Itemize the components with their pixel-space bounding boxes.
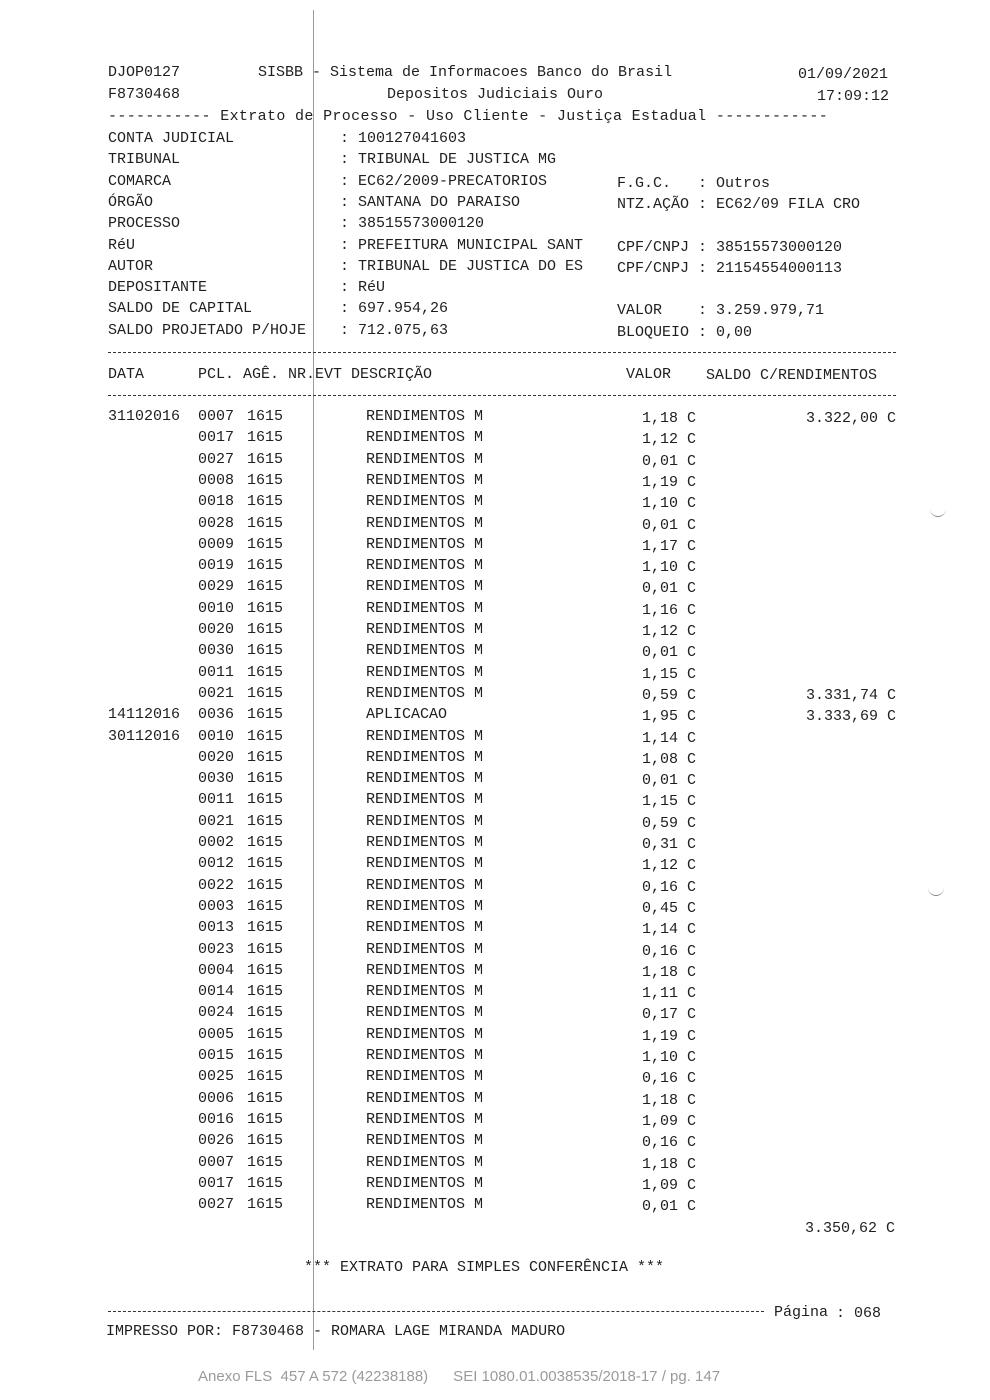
row-description: RENDIMENTOS M xyxy=(366,1025,484,1043)
row-agency: 1615 xyxy=(247,983,284,1001)
row-agency: 1615 xyxy=(247,876,284,894)
row-description: RENDIMENTOS M xyxy=(366,684,484,702)
conference-notice: *** EXTRATO PARA SIMPLES CONFERÊNCIA *** xyxy=(304,1259,665,1276)
row-pcl: 0008 xyxy=(198,471,235,489)
row-pcl: 0018 xyxy=(198,493,235,511)
row-value: 0,01 C xyxy=(641,516,696,534)
row-description: RENDIMENTOS M xyxy=(366,578,484,596)
paper-fold-line xyxy=(313,10,314,1350)
row-value: 0,01 C xyxy=(641,452,696,470)
row-description: RENDIMENTOS M xyxy=(366,514,484,532)
row-value: 0,01 C xyxy=(641,644,696,662)
row-agency: 1615 xyxy=(247,706,284,724)
row-value: 1,18 C xyxy=(641,963,696,981)
row-pcl: 0010 xyxy=(198,599,235,617)
row-agency: 1615 xyxy=(247,1089,284,1107)
field-label-saldo-projetado: SALDO PROJETADO P/HOJE xyxy=(108,321,307,339)
row-agency: 1615 xyxy=(247,621,284,638)
row-description: RENDIMENTOS M xyxy=(366,1047,484,1064)
row-description: RENDIMENTOS M xyxy=(366,748,484,766)
row-description: RENDIMENTOS M xyxy=(366,812,484,830)
row-value: 1,08 C xyxy=(641,750,696,768)
field-label-orgao: ÓRGÃO xyxy=(108,193,154,211)
row-pcl: 0007 xyxy=(198,1153,235,1171)
page-label: Página xyxy=(774,1304,829,1321)
row-agency: 1615 xyxy=(247,493,284,511)
row-value: 1,10 C xyxy=(641,559,696,577)
row-date: 30112016 xyxy=(108,727,181,745)
row-pcl: 0002 xyxy=(198,834,235,851)
col-header-value: VALOR xyxy=(626,366,672,383)
row-value: 0,17 C xyxy=(641,1006,696,1024)
field-label-conta-judicial: CONTA JUDICIAL xyxy=(108,130,235,147)
row-agency: 1615 xyxy=(247,408,284,425)
row-balance: 3.322,00 C xyxy=(805,410,896,427)
col-header-pcl-desc: PCL. AGÊ. NR.EVT DESCRIÇÃO xyxy=(198,366,433,383)
row-description: RENDIMENTOS M xyxy=(366,450,484,468)
row-pcl: 0005 xyxy=(198,1025,235,1043)
row-agency: 1615 xyxy=(247,812,284,830)
field-extra-saldo-capital: VALOR : 3.259.979,71 xyxy=(617,302,825,320)
row-pcl: 0009 xyxy=(198,535,235,553)
field-extra-saldo-projetado: BLOQUEIO : 0,00 xyxy=(617,323,753,341)
row-description: RENDIMENTOS M xyxy=(366,727,484,745)
system-code: DJOP0127 xyxy=(108,64,181,81)
field-extra-reu: CPF/CNPJ : 38515573000120 xyxy=(617,238,843,256)
row-value: 1,19 C xyxy=(641,1027,696,1045)
row-value: 1,12 C xyxy=(641,623,696,640)
col-header-balance: SALDO C/RENDIMENTOS xyxy=(706,367,878,384)
row-pcl: 0013 xyxy=(198,919,235,937)
field-value-reu: : PREFEITURA MUNICIPAL SANT xyxy=(340,236,584,254)
row-value: 0,31 C xyxy=(641,836,696,853)
row-pcl: 0012 xyxy=(198,855,235,873)
row-description: RENDIMENTOS M xyxy=(366,791,484,809)
row-value: 1,10 C xyxy=(641,495,696,513)
row-value: 1,09 C xyxy=(641,1112,696,1130)
field-value-depositante: : RéU xyxy=(340,279,386,297)
annex-stamp: Anexo FLS 457 A 572 (42238188) SEI 1080.01.0038535/2018-17 / pg. 147 xyxy=(198,1368,721,1385)
subsystem-name: Depositos Judiciais Ouro xyxy=(387,86,604,103)
row-value: 1,09 C xyxy=(641,1176,696,1194)
row-value: 0,16 C xyxy=(641,942,696,960)
row-pcl: 0024 xyxy=(198,1004,235,1022)
statement-title: ----------- Extrato de Processo - Uso Cliente - Justiça Estadual ------------ xyxy=(108,108,829,125)
row-pcl: 0014 xyxy=(198,983,235,1001)
row-value: 1,15 C xyxy=(641,793,696,811)
row-value: 0,01 C xyxy=(641,580,696,598)
field-value-comarca: : EC62/2009-PRECATORIOS xyxy=(340,172,548,190)
row-pcl: 0011 xyxy=(198,791,235,809)
row-agency: 1615 xyxy=(247,727,284,745)
row-description: RENDIMENTOS M xyxy=(366,429,484,447)
row-agency: 1615 xyxy=(247,855,284,873)
row-description: RENDIMENTOS M xyxy=(366,1089,484,1107)
scan-mark xyxy=(930,508,946,517)
row-date: 14112016 xyxy=(108,706,181,724)
field-label-processo: PROCESSO xyxy=(108,215,181,233)
user-code: F8730468 xyxy=(108,86,181,103)
row-agency: 1615 xyxy=(247,535,284,553)
row-agency: 1615 xyxy=(247,578,284,596)
row-description: RENDIMENTOS M xyxy=(366,493,484,511)
field-label-reu: RéU xyxy=(108,236,136,254)
row-pcl: 0021 xyxy=(198,812,235,830)
row-pcl: 0019 xyxy=(198,557,235,575)
final-balance: 3.350,62 C xyxy=(804,1220,895,1237)
field-label-saldo-capital: SALDO DE CAPITAL xyxy=(108,300,253,318)
row-description: RENDIMENTOS M xyxy=(366,1153,484,1171)
row-description: RENDIMENTOS M xyxy=(366,1110,484,1128)
row-value: 1,16 C xyxy=(641,601,696,619)
row-pcl: 0030 xyxy=(198,770,235,788)
row-description: RENDIMENTOS M xyxy=(366,642,484,660)
field-value-conta-judicial: : 100127041603 xyxy=(340,130,467,147)
row-description: RENDIMENTOS M xyxy=(366,535,484,553)
divider-footer xyxy=(108,1311,764,1312)
row-value: 1,12 C xyxy=(641,857,696,875)
row-value: 1,14 C xyxy=(641,921,696,939)
row-description: RENDIMENTOS M xyxy=(366,663,484,681)
row-pcl: 0026 xyxy=(198,1132,235,1150)
field-value-saldo-capital: : 697.954,26 xyxy=(340,300,449,318)
field-label-autor: AUTOR xyxy=(108,257,154,275)
row-value: 0,16 C xyxy=(641,1134,696,1152)
field-extra-autor: CPF/CNPJ : 21154554000113 xyxy=(617,259,843,277)
row-agency: 1615 xyxy=(247,1025,284,1043)
row-agency: 1615 xyxy=(247,684,284,702)
row-agency: 1615 xyxy=(247,897,284,915)
row-agency: 1615 xyxy=(247,1068,284,1086)
row-pcl: 0017 xyxy=(198,429,235,447)
field-value-autor: : TRIBUNAL DE JUSTICA DO ES xyxy=(340,257,584,275)
row-description: RENDIMENTOS M xyxy=(366,940,484,958)
row-value: 1,15 C xyxy=(641,665,696,683)
divider-top xyxy=(108,352,896,353)
row-pcl: 0003 xyxy=(198,897,235,915)
field-label-comarca: COMARCA xyxy=(108,172,172,190)
row-pcl: 0029 xyxy=(198,578,235,596)
row-description: RENDIMENTOS M xyxy=(366,1132,484,1150)
row-agency: 1615 xyxy=(247,642,284,660)
row-description: RENDIMENTOS M xyxy=(366,855,484,873)
row-agency: 1615 xyxy=(247,940,284,958)
row-agency: 1615 xyxy=(247,471,284,489)
row-pcl: 0015 xyxy=(198,1047,235,1064)
row-value: 0,59 C xyxy=(641,814,696,832)
row-description: RENDIMENTOS M xyxy=(366,897,484,915)
row-description: RENDIMENTOS M xyxy=(366,1196,484,1214)
row-description: RENDIMENTOS M xyxy=(366,599,484,617)
row-agency: 1615 xyxy=(247,834,284,851)
printed-by: IMPRESSO POR: F8730468 - ROMARA LAGE MIRANDA MADURO xyxy=(106,1323,566,1340)
row-agency: 1615 xyxy=(247,1153,284,1171)
row-description: RENDIMENTOS M xyxy=(366,983,484,1001)
row-value: 1,17 C xyxy=(641,537,696,555)
row-description: RENDIMENTOS M xyxy=(366,834,484,851)
row-value: 1,18 C xyxy=(641,1091,696,1109)
row-pcl: 0028 xyxy=(198,514,235,532)
row-value: 1,11 C xyxy=(641,985,696,1003)
row-description: RENDIMENTOS M xyxy=(366,621,484,638)
row-pcl: 0017 xyxy=(198,1174,235,1192)
row-pcl: 0010 xyxy=(198,727,235,745)
row-value: 1,14 C xyxy=(641,729,696,747)
row-agency: 1615 xyxy=(247,514,284,532)
row-description: RENDIMENTOS M xyxy=(366,471,484,489)
field-extra-comarca: F.G.C. : Outros xyxy=(617,174,771,192)
field-extra-orgao: NTZ.AÇÃO : EC62/09 FILA CRO xyxy=(617,195,861,213)
row-agency: 1615 xyxy=(247,1196,284,1214)
system-name: SISBB - Sistema de Informacoes Banco do Brasil xyxy=(258,64,673,81)
scan-mark xyxy=(928,887,944,896)
row-balance: 3.331,74 C xyxy=(805,686,896,704)
row-agency: 1615 xyxy=(247,961,284,979)
row-pcl: 0023 xyxy=(198,940,235,958)
row-agency: 1615 xyxy=(247,1110,284,1128)
row-value: 1,19 C xyxy=(641,473,696,491)
row-value: 0,16 C xyxy=(641,878,696,896)
row-pcl: 0004 xyxy=(198,961,235,979)
row-pcl: 0020 xyxy=(198,748,235,766)
row-agency: 1615 xyxy=(247,770,284,788)
row-agency: 1615 xyxy=(247,663,284,681)
row-pcl: 0021 xyxy=(198,684,235,702)
row-agency: 1615 xyxy=(247,1132,284,1150)
print-date: 01/09/2021 xyxy=(798,66,889,83)
row-description: RENDIMENTOS M xyxy=(366,1004,484,1022)
field-label-tribunal: TRIBUNAL xyxy=(108,151,181,169)
row-value: 1,18 C xyxy=(641,410,696,427)
row-description: RENDIMENTOS M xyxy=(366,770,484,788)
row-description: RENDIMENTOS M xyxy=(366,408,484,425)
row-pcl: 0036 xyxy=(198,706,235,724)
row-description: APLICACAO xyxy=(366,706,448,724)
row-description: RENDIMENTOS M xyxy=(366,1174,484,1192)
row-description: RENDIMENTOS M xyxy=(366,961,484,979)
print-time: 17:09:12 xyxy=(817,88,890,105)
row-agency: 1615 xyxy=(247,791,284,809)
row-pcl: 0027 xyxy=(198,1196,235,1214)
field-value-saldo-projetado: : 712.075,63 xyxy=(340,321,449,339)
row-value: 1,95 C xyxy=(641,708,696,726)
divider-header xyxy=(108,395,896,396)
field-value-tribunal: : TRIBUNAL DE JUSTICA MG xyxy=(340,151,557,169)
row-pcl: 0020 xyxy=(198,621,235,638)
row-agency: 1615 xyxy=(247,557,284,575)
row-description: RENDIMENTOS M xyxy=(366,876,484,894)
row-value: 1,12 C xyxy=(641,431,696,449)
row-value: 0,01 C xyxy=(641,1198,696,1216)
row-balance: 3.333,69 C xyxy=(805,708,896,726)
page-number: : 068 xyxy=(836,1305,882,1322)
field-value-processo: : 38515573000120 xyxy=(340,215,485,233)
row-pcl: 0006 xyxy=(198,1089,235,1107)
field-label-depositante: DEPOSITANTE xyxy=(108,279,208,297)
row-agency: 1615 xyxy=(247,1004,284,1022)
row-pcl: 0025 xyxy=(198,1068,235,1086)
row-pcl: 0027 xyxy=(198,450,235,468)
row-agency: 1615 xyxy=(247,450,284,468)
row-date: 31102016 xyxy=(108,408,181,425)
row-agency: 1615 xyxy=(247,1047,284,1064)
row-agency: 1615 xyxy=(247,919,284,937)
row-description: RENDIMENTOS M xyxy=(366,919,484,937)
field-value-orgao: : SANTANA DO PARAISO xyxy=(340,193,521,211)
row-value: 1,10 C xyxy=(641,1049,696,1066)
row-description: RENDIMENTOS M xyxy=(366,1068,484,1086)
row-pcl: 0030 xyxy=(198,642,235,660)
row-agency: 1615 xyxy=(247,429,284,447)
row-pcl: 0016 xyxy=(198,1110,235,1128)
row-agency: 1615 xyxy=(247,599,284,617)
row-agency: 1615 xyxy=(247,748,284,766)
row-value: 0,16 C xyxy=(641,1070,696,1088)
row-pcl: 0007 xyxy=(198,408,235,425)
row-value: 0,59 C xyxy=(641,686,696,704)
row-pcl: 0011 xyxy=(198,663,235,681)
row-value: 0,45 C xyxy=(641,899,696,917)
row-agency: 1615 xyxy=(247,1174,284,1192)
row-value: 1,18 C xyxy=(641,1155,696,1173)
row-description: RENDIMENTOS M xyxy=(366,557,484,575)
row-pcl: 0022 xyxy=(198,876,235,894)
row-value: 0,01 C xyxy=(641,772,696,790)
col-header-date: DATA xyxy=(108,366,145,383)
